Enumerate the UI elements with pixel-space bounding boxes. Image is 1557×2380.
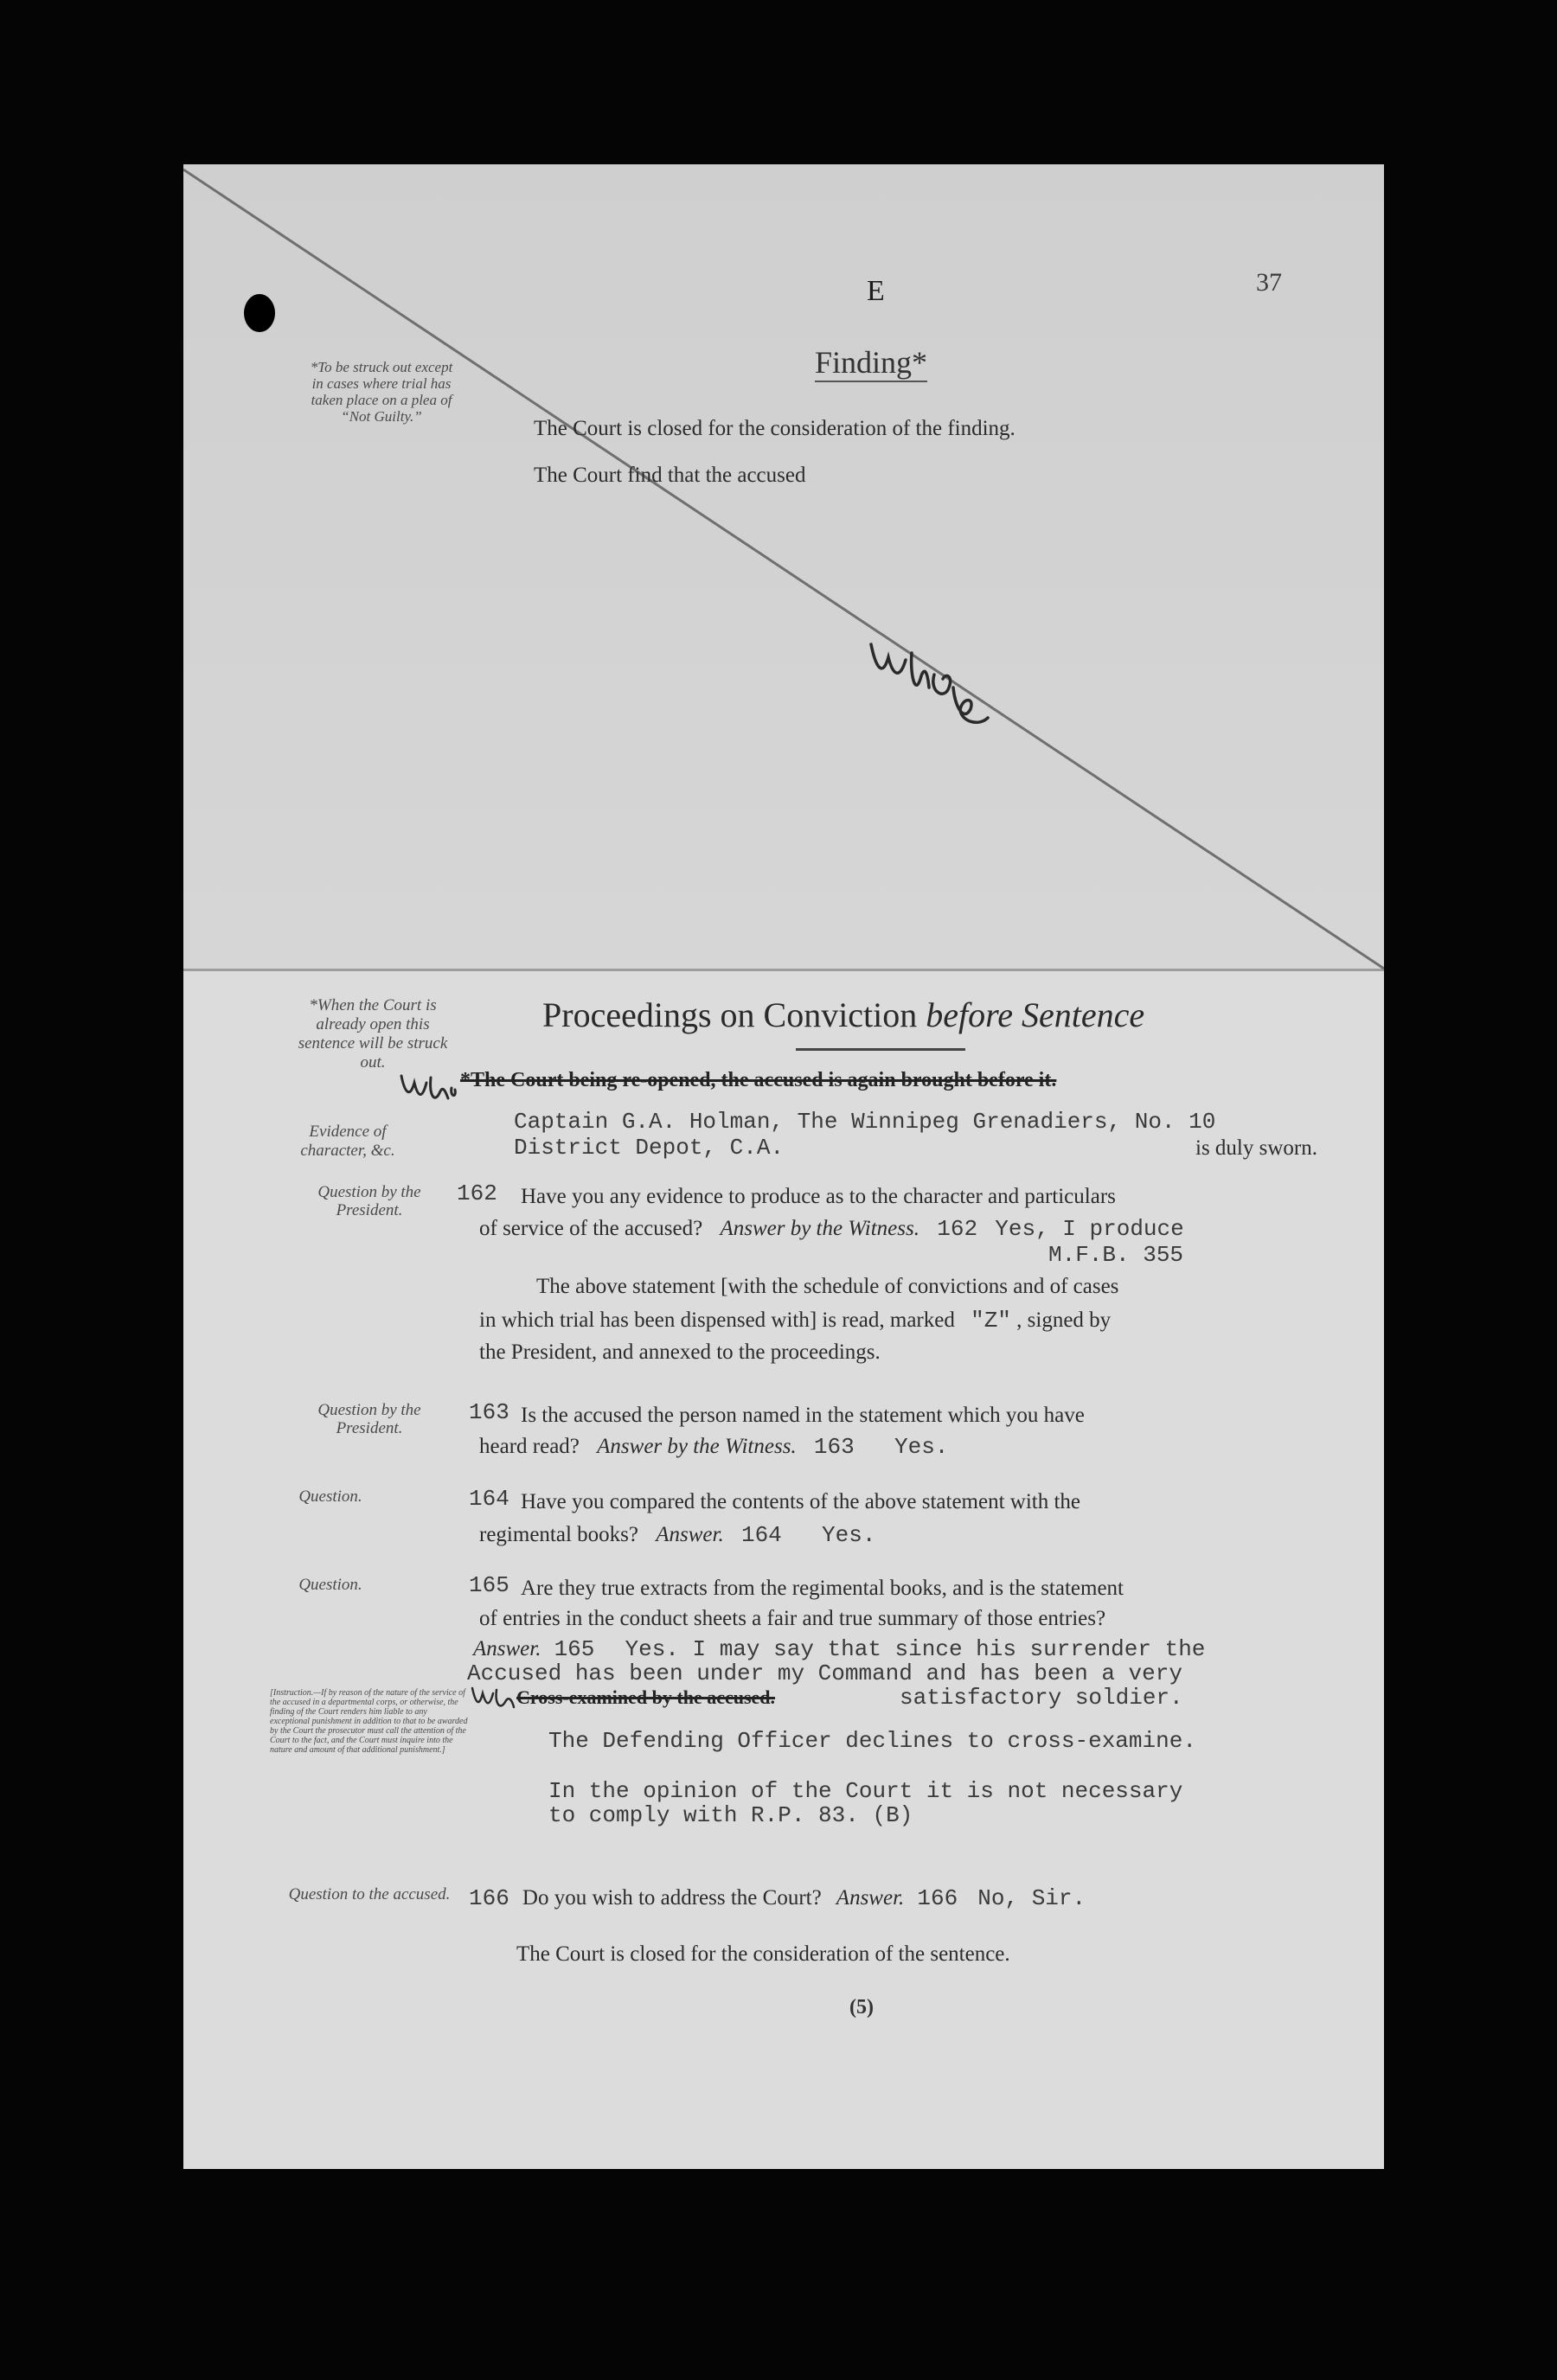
q165-label: Question. — [298, 1576, 362, 1594]
q164-answer: Yes. — [822, 1522, 876, 1548]
q164-text2 — [479, 1522, 875, 1548]
page-number: 37 — [1256, 268, 1282, 297]
margin-note-open: *When the Court is already open this sentence will be struck out. — [298, 996, 448, 1072]
q162-answer: Yes, I produce — [995, 1216, 1184, 1242]
margin-initials — [398, 1064, 458, 1107]
signature-initials — [867, 627, 1005, 757]
finding-margin-note: *To be struck out except in cases where trial has taken place on a plea of “Not Guilty.” — [310, 359, 453, 425]
proceedings-title-italic: before Sentence — [926, 995, 1145, 1034]
q165-answer3: satisfactory soldier. — [900, 1685, 1183, 1711]
q164-answer-label: Answer. — [656, 1523, 724, 1546]
q163-text2-value: heard read? — [479, 1435, 580, 1458]
q163-answer-number: 163 — [813, 1434, 855, 1460]
q164-answer-number: 164 — [740, 1522, 782, 1548]
q162-stmt2 — [479, 1308, 1111, 1334]
q165-answer-number: 165 — [554, 1636, 595, 1662]
q165-answer1: Yes. I may say that since his surrender the — [625, 1636, 1206, 1662]
witness-line2: District Depot, C.A. — [514, 1135, 785, 1161]
footer-page: (5) — [849, 1996, 874, 2019]
q162-text2 — [479, 1216, 1184, 1242]
section-letter: E — [867, 275, 885, 307]
q163-number: 163 — [469, 1399, 509, 1425]
struck-sentence: *The Court being re-opened, the accused is again brought before it. — [460, 1069, 1057, 1091]
finding-title: Finding* — [815, 344, 927, 382]
proceedings-title — [542, 995, 1144, 1035]
q164-number: 164 — [469, 1486, 509, 1512]
q165-text1: Are they true extracts from the regimental books, and is the statement — [521, 1577, 1124, 1600]
q162-label: Question by the President. — [317, 1183, 421, 1219]
sworn-text: is duly sworn. — [1195, 1136, 1317, 1160]
q165-number: 165 — [469, 1572, 509, 1598]
instruction-note: [Instruction.—If by reason of the nature of the service of the accused in a departmental corps, or otherwise, the finding of the Court renders him liable to any exceptional punishment in addition to that to be awarded by the Court the prosecutor must call the attention of the Court to the fact, and the Court must inquire into the nature and amount of that additional punishment.] — [270, 1688, 468, 1755]
q162-text2-value: of service of the accused? — [479, 1217, 703, 1240]
q162-stmt2a: in which trial has been dispensed with] is read, marked — [479, 1308, 955, 1332]
q164-label: Question. — [298, 1488, 362, 1506]
q162-stmt2b: , signed by — [1016, 1308, 1112, 1332]
q162-stmt-mark: "Z" — [971, 1308, 1011, 1334]
q166-answer-number: 166 — [917, 1885, 958, 1911]
closing-line: The Court is closed for the consideration of the sentence. — [516, 1942, 1010, 1966]
title-rule — [796, 1048, 965, 1051]
q163-text1: Is the accused the person named in the statement which you have — [521, 1404, 1085, 1427]
margin-initials-2 — [469, 1679, 521, 1714]
q162-stmt1: The above statement [with the schedule of convictions and of cases — [536, 1275, 1119, 1298]
margin-note-evidence: Evidence of character, &c. — [300, 1123, 395, 1160]
q162-answer-label: Answer by the Witness. — [720, 1217, 919, 1240]
signature-text: WJMcL — [867, 627, 870, 628]
defending-note: The Defending Officer declines to cross-examine. — [548, 1728, 1196, 1754]
finding-line2: The Court find that the accused — [534, 464, 806, 487]
witness-line1: Captain G.A. Holman, The Winnipeg Grenadiers, No. 10 — [514, 1109, 1216, 1135]
q165-struck: Cross-examined by the accused. — [516, 1686, 776, 1708]
q162-answer2: M.F.B. 355 — [1048, 1242, 1184, 1268]
q165-text2: of entries in the conduct sheets a fair and true summary of those entries? — [479, 1607, 1106, 1630]
opinion-line1: In the opinion of the Court it is not necessary — [548, 1778, 1183, 1804]
q163-answer-label: Answer by the Witness. — [597, 1435, 797, 1458]
diagonal-strike-line — [183, 164, 1384, 977]
opinion-line2: to comply with R.P. 83. (B) — [548, 1802, 913, 1828]
q166-answer-label: Answer. — [836, 1886, 905, 1910]
q166-line — [469, 1885, 1086, 1911]
q164-text2-value: regimental books? — [479, 1523, 638, 1546]
q163-label: Question by the President. — [317, 1401, 421, 1437]
q165-answer-line1 — [473, 1636, 1205, 1662]
q165-answer2: Accused has been under my Command and has been a very — [467, 1660, 1182, 1686]
q163-answer: Yes. — [894, 1434, 949, 1460]
q165-answer-label: Answer. — [473, 1637, 541, 1660]
q162-text1: Have you any evidence to produce as to the character and particulars — [521, 1185, 1116, 1208]
q166-label: Question to the accused. — [288, 1885, 451, 1903]
q166-text: Do you wish to address the Court? — [522, 1886, 822, 1910]
q166-number: 166 — [469, 1885, 509, 1911]
q163-text2 — [479, 1434, 948, 1460]
document-page — [183, 164, 1384, 2169]
punch-hole — [244, 294, 275, 332]
q162-stmt3: the President, and annexed to the proceedings. — [479, 1340, 881, 1364]
q162-number: 162 — [457, 1180, 497, 1206]
q166-answer: No, Sir. — [977, 1885, 1086, 1911]
proceedings-title-roman: Proceedings on Conviction — [542, 995, 918, 1034]
q164-text1: Have you compared the contents of the above statement with the — [521, 1490, 1081, 1513]
finding-line1: The Court is closed for the consideration of the finding. — [534, 417, 1016, 440]
q162-answer-number: 162 — [937, 1216, 978, 1242]
